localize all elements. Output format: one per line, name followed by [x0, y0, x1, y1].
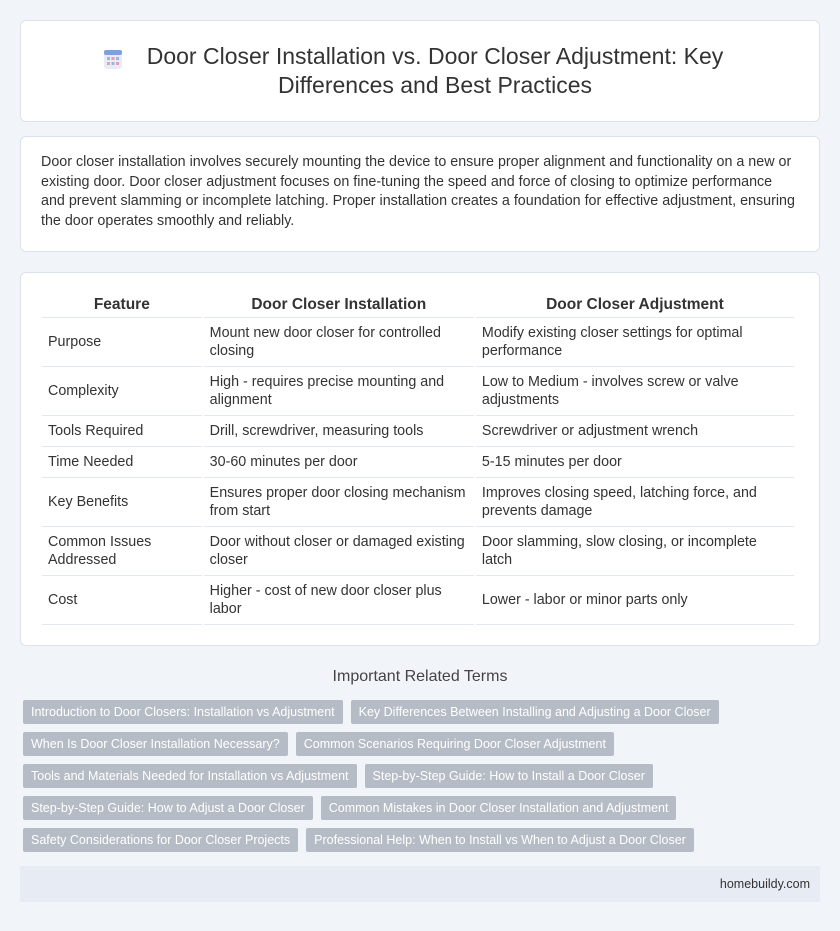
related-terms-list	[23, 700, 823, 860]
table-row	[42, 416, 794, 447]
cell-installation: Higher - cost of new door closer plus labor	[204, 576, 474, 625]
related-term-tag[interactable]: Key Differences Between Installing and Adjusting a Door Closer	[351, 700, 719, 724]
cell-adjustment: Modify existing closer settings for optimal performance	[476, 318, 794, 367]
intro-text: Door closer installation involves securely mounting the device to ensure proper alignment and functionality on a new or existing door. Door closer adjustment focuses on fine-tuning the speed and force of closing to optimize performance and prevent slamming or incomplete latching. Proper installation creates a foundation for effective adjustment, ensuring the door operates smoothly and reliably.	[41, 154, 795, 229]
related-term-tag[interactable]: Introduction to Door Closers: Installation vs Adjustment	[23, 700, 343, 724]
cell-installation: Ensures proper door closing mechanism from start	[204, 478, 474, 527]
cell-adjustment: Lower - labor or minor parts only	[476, 576, 794, 625]
header-feature: Feature	[42, 295, 202, 318]
header-card	[20, 20, 820, 122]
cell-feature: Time Needed	[42, 447, 202, 478]
table-row	[42, 318, 794, 367]
header-adjustment: Door Closer Adjustment	[476, 295, 794, 318]
footer-site-link[interactable]: homebuildy.com	[719, 877, 810, 891]
cell-adjustment: Screwdriver or adjustment wrench	[476, 416, 794, 447]
related-term-tag[interactable]: Step-by-Step Guide: How to Install a Door Closer	[365, 764, 653, 788]
related-terms-title: Important Related Terms	[332, 668, 508, 685]
related-term-tag[interactable]: Professional Help: When to Install vs When to Adjust a Door Closer	[306, 828, 694, 852]
cell-feature: Common Issues Addressed	[42, 527, 202, 576]
comparison-card	[20, 272, 820, 646]
header-installation: Door Closer Installation	[204, 295, 474, 318]
cell-installation: Drill, screwdriver, measuring tools	[204, 416, 474, 447]
cell-feature: Purpose	[42, 318, 202, 367]
cell-feature: Complexity	[42, 367, 202, 416]
table-row	[42, 447, 794, 478]
cell-adjustment: Door slamming, slow closing, or incomplete latch	[476, 527, 794, 576]
page-title: Door Closer Installation vs. Door Closer Adjustment: Key Differences and Best Practices	[146, 43, 724, 98]
cell-installation: 30-60 minutes per door	[204, 447, 474, 478]
related-term-tag[interactable]: Common Mistakes in Door Closer Installation and Adjustment	[321, 796, 677, 820]
cell-adjustment: Low to Medium - involves screw or valve adjustments	[476, 367, 794, 416]
table-row	[42, 367, 794, 416]
cell-installation: High - requires precise mounting and alignment	[204, 367, 474, 416]
intro-card	[20, 136, 820, 252]
building-icon	[101, 47, 125, 71]
related-term-tag[interactable]: Step-by-Step Guide: How to Adjust a Door Closer	[23, 796, 313, 820]
cell-installation: Door without closer or damaged existing closer	[204, 527, 474, 576]
cell-feature: Tools Required	[42, 416, 202, 447]
related-term-tag[interactable]: Tools and Materials Needed for Installation vs Adjustment	[23, 764, 357, 788]
cell-feature: Cost	[42, 576, 202, 625]
table-row	[42, 478, 794, 527]
table-row	[42, 527, 794, 576]
related-term-tag[interactable]: Safety Considerations for Door Closer Projects	[23, 828, 298, 852]
cell-adjustment: 5-15 minutes per door	[476, 447, 794, 478]
related-term-tag[interactable]: When Is Door Closer Installation Necessary?	[23, 732, 288, 756]
cell-adjustment: Improves closing speed, latching force, and prevents damage	[476, 478, 794, 527]
comparison-table	[40, 295, 796, 625]
footer	[20, 866, 820, 902]
cell-feature: Key Benefits	[42, 478, 202, 527]
related-term-tag[interactable]: Common Scenarios Requiring Door Closer Adjustment	[296, 732, 614, 756]
table-row	[42, 576, 794, 625]
cell-installation: Mount new door closer for controlled closing	[204, 318, 474, 367]
